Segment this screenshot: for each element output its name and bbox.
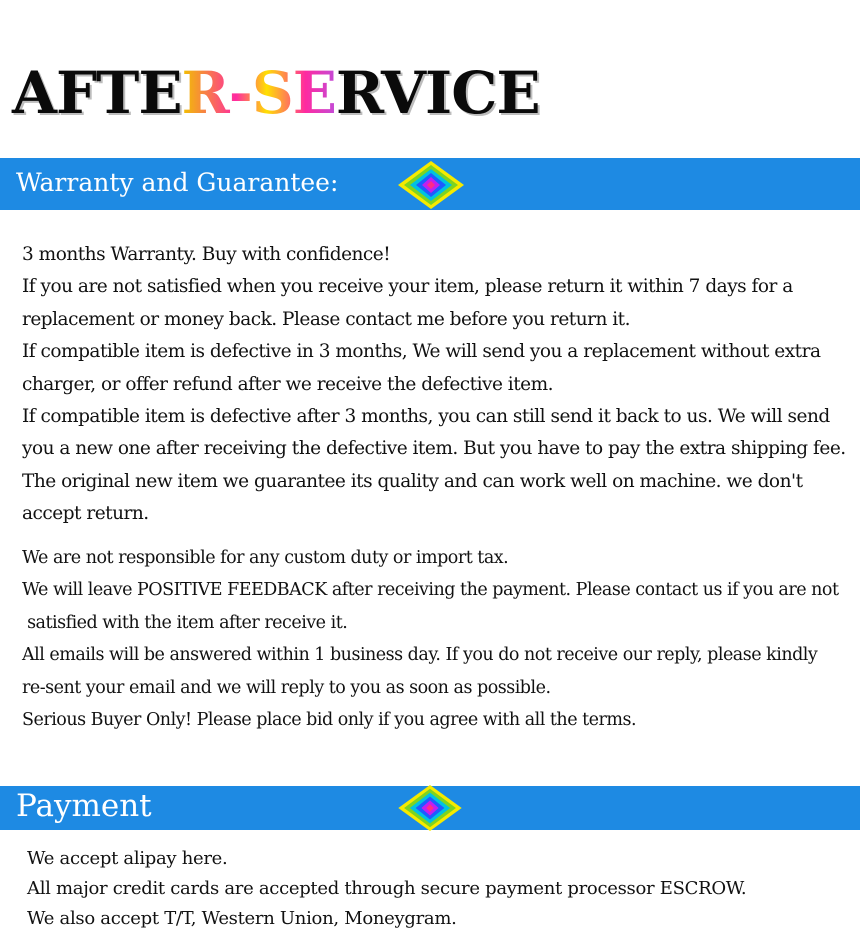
title-part-3: RVICE <box>335 59 540 127</box>
warranty-line: If compatible item is defective in 3 months, We will send you a replacement without extra <box>22 341 821 363</box>
payment-header-bar <box>0 786 860 830</box>
warranty-line: accept return. <box>22 503 149 525</box>
warranty-line: you a new one after receiving the defective item. But you have to pay the extra shipping fee. <box>22 438 846 460</box>
warranty-line: If compatible item is defective after 3 months, you can still send it back to us. We will send <box>22 406 830 428</box>
title-part-2: R-SE <box>181 59 336 127</box>
payment-line: All major credit cards are accepted through secure payment processor ESCROW. <box>27 878 747 899</box>
warranty-line: 3 months Warranty. Buy with confidence! <box>22 244 391 265</box>
terms-line: Serious Buyer Only! Please place bid only if you agree with all the terms. <box>22 710 637 731</box>
warranty-line: charger, or offer refund after we receive the defective item. <box>22 373 553 395</box>
rainbow-diamond-icon <box>396 784 464 832</box>
warranty-header-bar <box>0 158 860 210</box>
page-title <box>12 58 540 128</box>
warranty-line: replacement or money back. Please contact me before you return it. <box>22 308 630 330</box>
payment-header-label: Payment <box>16 788 152 824</box>
terms-line: We are not responsible for any custom duty or import tax. <box>22 548 509 568</box>
terms-line: satisfied with the item after receive it. <box>22 612 348 633</box>
terms-line: re-sent your email and we will reply to you as soon as possible. <box>22 677 551 698</box>
terms-line: All emails will be answered within 1 business day. If you do not receive our reply, please kindly <box>22 645 818 666</box>
terms-text <box>22 542 838 736</box>
payment-line: We accept alipay here. <box>27 848 228 869</box>
warranty-line: The original new item we guarantee its quality and can work well on machine. we don't <box>22 470 803 492</box>
title-part-1: AFTE <box>12 59 182 127</box>
warranty-header-label: Warranty and Guarantee: <box>16 168 339 197</box>
warranty-line: If you are not satisfied when you receive your item, please return it within 7 days for a <box>22 276 793 298</box>
warranty-text <box>22 239 846 531</box>
payment-text <box>27 844 746 934</box>
terms-line: We will leave POSITIVE FEEDBACK after receiving the payment. Please contact us if you are not <box>22 580 839 601</box>
payment-line: We also accept T/T, Western Union, Moneygram. <box>27 908 457 929</box>
rainbow-diamond-icon <box>396 160 466 210</box>
